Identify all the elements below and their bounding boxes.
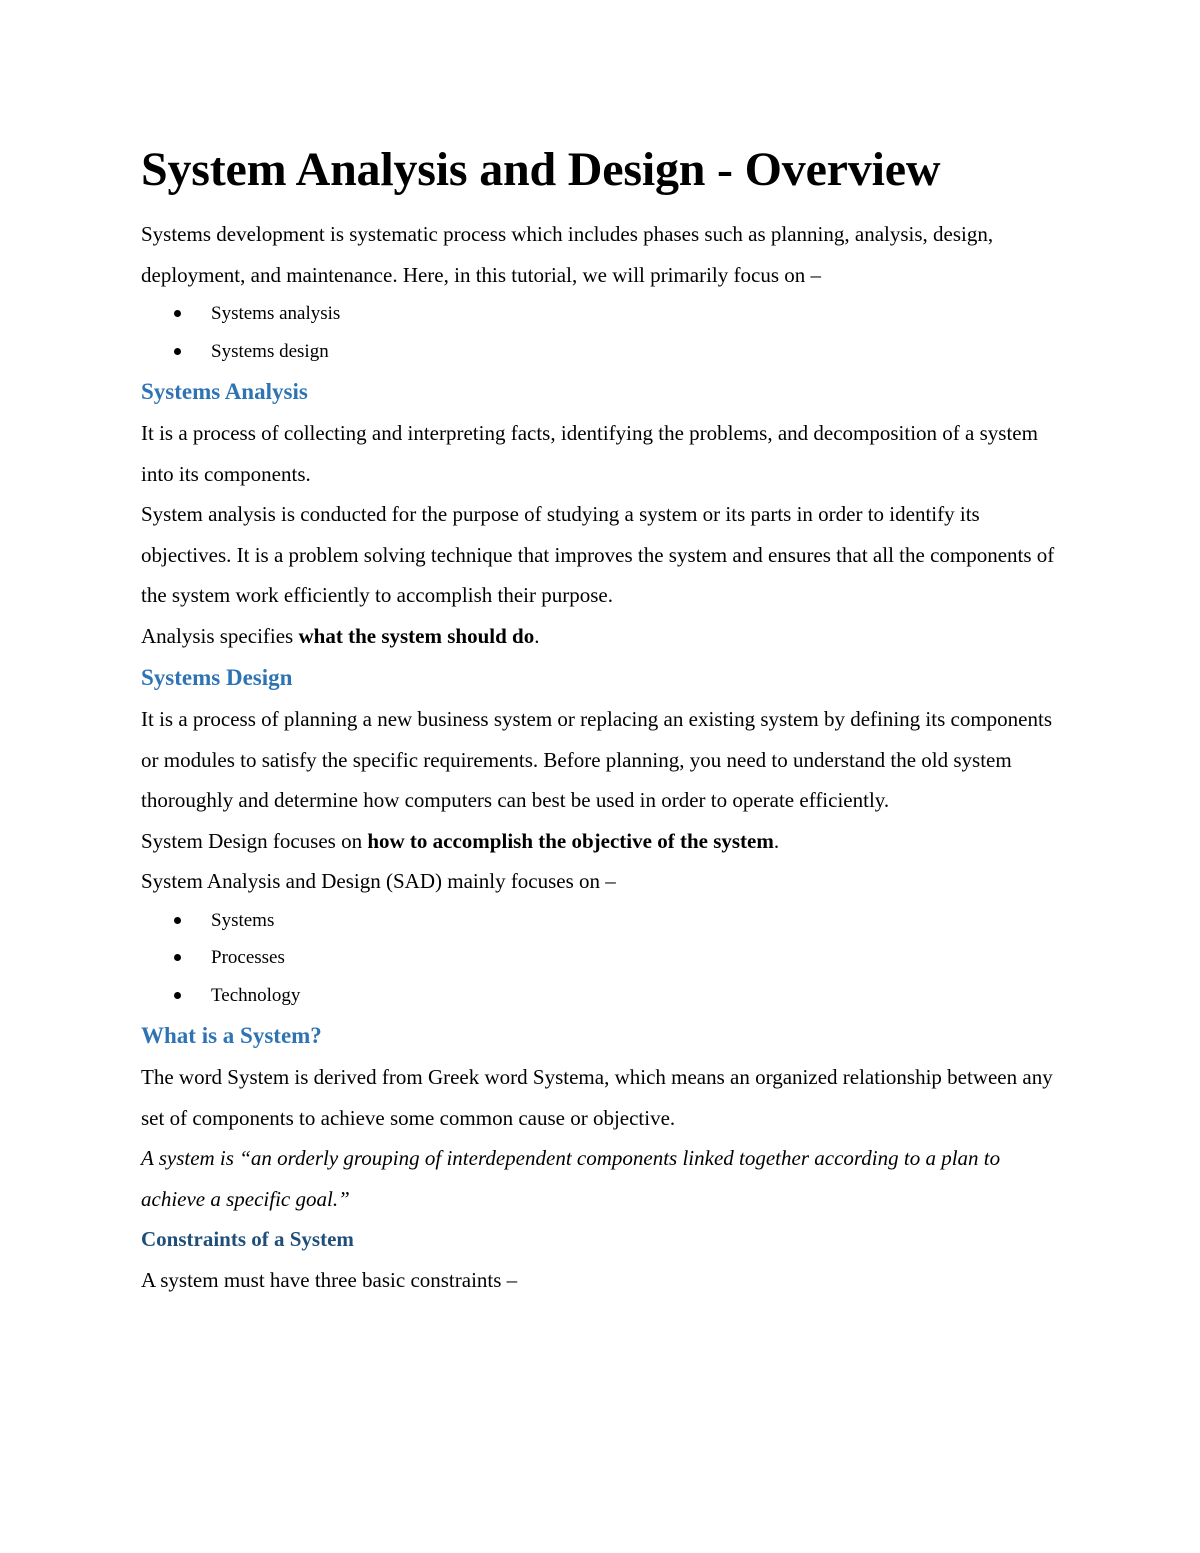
bullet-icon [174,310,181,317]
list-item-text: Systems design [211,340,329,362]
bullet-icon [174,954,181,961]
design-paragraph-1: It is a process of planning a new business system or replacing an existing system by defining its components or modules to satisfy the specific requirements. Before planning, you need to understand the old system thoroughly and determine how computers can best be used in order to operate efficiently. [141,707,1053,812]
document-page [141,138,1061,1300]
bullet-icon [174,992,181,999]
sad-focus-bullet-list [141,902,1061,1015]
bullet-icon [174,917,181,924]
analysis-paragraph-3 [141,616,1061,657]
design-paragraph-2 [141,821,1061,862]
page-title: System Analysis and Design - Overview [141,143,941,196]
analysis-p3-bold: what the system should do [298,623,535,648]
bullet-icon [174,348,181,355]
list-item [141,295,1061,333]
analysis-p3-suffix: . [534,623,540,648]
list-item [141,939,1061,977]
intro-paragraph: Systems development is systematic process which includes phases such as planning, analysis, design, deployment, and maintenance. Here, in this tutorial, we will primarily focus on – [141,222,994,287]
design-p2-bold: how to accomplish the objective of the system [367,828,774,853]
list-item [141,977,1061,1015]
design-paragraph-3: System Analysis and Design (SAD) mainly focuses on – [141,869,616,893]
design-p2-suffix: . [773,828,780,853]
what-is-paragraph: The word System is derived from Greek word Systema, which means an organized relationship between any set of components to achieve some common cause or objective. [141,1065,1053,1130]
list-item [141,902,1061,940]
list-item [141,333,1061,371]
analysis-paragraph-1: It is a process of collecting and interpreting facts, identifying the problems, and decomposition of a system into its components. [141,421,1038,486]
quote-text: A system is “an orderly grouping of interdependent components linked together according to a plan to achieve a specific goal.” [141,1146,1001,1211]
list-item-text: Technology [211,984,301,1006]
analysis-p3-prefix: Analysis specifies [141,623,299,648]
analysis-paragraph-2: System analysis is conducted for the purpose of studying a system or its parts in order to identify its objectives. It is a problem solving technique that improves the system and ensures that all the components of the system work efficiently to accomplish their purpose. [141,502,1055,607]
constraints-paragraph: A system must have three basic constraints – [141,1267,518,1292]
system-definition-quote [141,1138,1061,1219]
section-heading-systems-analysis: Systems Analysis [141,379,308,404]
section-heading-constraints: Constraints of a System [141,1227,354,1251]
list-item-text: Systems analysis [211,303,341,324]
section-heading-systems-design: Systems Design [141,665,293,690]
intro-bullet-list [141,295,1061,370]
design-p2-prefix: System Design focuses on [141,828,368,853]
section-heading-what-is-a-system: What is a System? [141,1023,322,1048]
list-item-text: Processes [211,947,285,968]
list-item-text: Systems [211,909,275,931]
